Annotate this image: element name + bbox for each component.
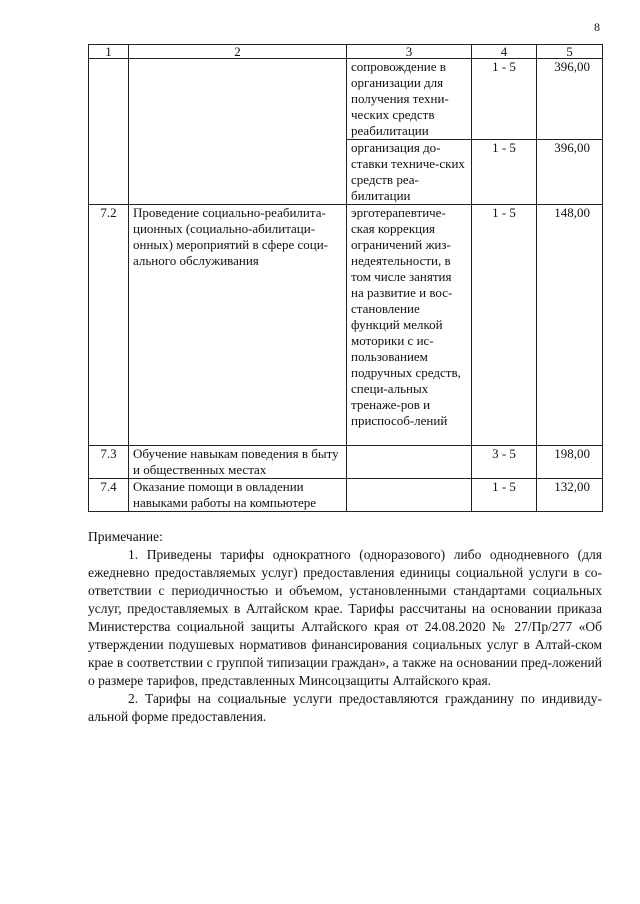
header-cell: 1 [89,45,129,59]
notes-section [88,528,602,726]
row-number [89,59,129,205]
header-cell: 5 [537,45,603,59]
service-component [347,479,472,512]
service-name: Обучение навыкам поведения в быту и общественных местах [129,446,347,479]
notes-heading: Примечание: [88,529,163,544]
periodicity: 3 - 5 [472,446,537,479]
note-item: 1. Приведены тарифы однократного (одноразового) либо однодневного (для ежедневно предоставляемых услуг) предоставления единицы социальной услуги в со-ответствии с периодичностью и объемом, установленными стандартами социальных услуг, предоставляемых в Алтайском крае. Тарифы рассчитаны на основании приказа Министерства социальной защиты Алтайского края от 24.08.2020 № 27/Пр/277 «Об утверждении подушевых нормативов финансирования социальных услуг в Алтай-ском крае в соответствии с группой типизации граждан», а также на основании пред-ложений о размере тарифов, представленных Минсоцзащиты Алтайского края. [88,547,602,688]
header-cell: 3 [347,45,472,59]
periodicity: 1 - 5 [472,59,537,140]
header-cell: 2 [129,45,347,59]
service-component: сопровождение в организации для получения техни-ческих средств реабилитации [347,59,472,140]
tariff-price: 148,00 [537,205,603,446]
service-component: эрготерапевтиче-ская коррекция ограничений жиз-недеятельности, в том числе занятия на развитие и вос-становление функций мелкой моторики с ис-пользованием подручных средств, специ-альных тренаже-ров и приспособ-лений [347,205,472,446]
table-row [89,59,603,140]
service-name: Проведение социально-реабилита-ционных (социально-абилитаци-онных) мероприятий в сфере соци-ального обслуживания [129,205,347,446]
table-row [89,479,603,512]
tariff-price: 132,00 [537,479,603,512]
table-row [89,446,603,479]
note-item: 2. Тарифы на социальные услуги предоставляются гражданину по индивиду-альной форме предоставления. [88,691,602,724]
service-component [347,446,472,479]
tariff-price: 396,00 [537,59,603,140]
periodicity: 1 - 5 [472,479,537,512]
table-header-row [89,45,603,59]
tariff-price: 396,00 [537,140,603,205]
periodicity: 1 - 5 [472,205,537,446]
tariff-price: 198,00 [537,446,603,479]
page-number: 8 [594,20,600,34]
header-cell: 4 [472,45,537,59]
row-number: 7.4 [89,479,129,512]
periodicity: 1 - 5 [472,140,537,205]
table-row [89,205,603,446]
row-number: 7.3 [89,446,129,479]
row-number: 7.2 [89,205,129,446]
service-name: Оказание помощи в овладении навыками работы на компьютере [129,479,347,512]
tariff-table [88,44,603,512]
service-name [129,59,347,205]
service-component: организация до-ставки техниче-ских средств реа-билитации [347,140,472,205]
